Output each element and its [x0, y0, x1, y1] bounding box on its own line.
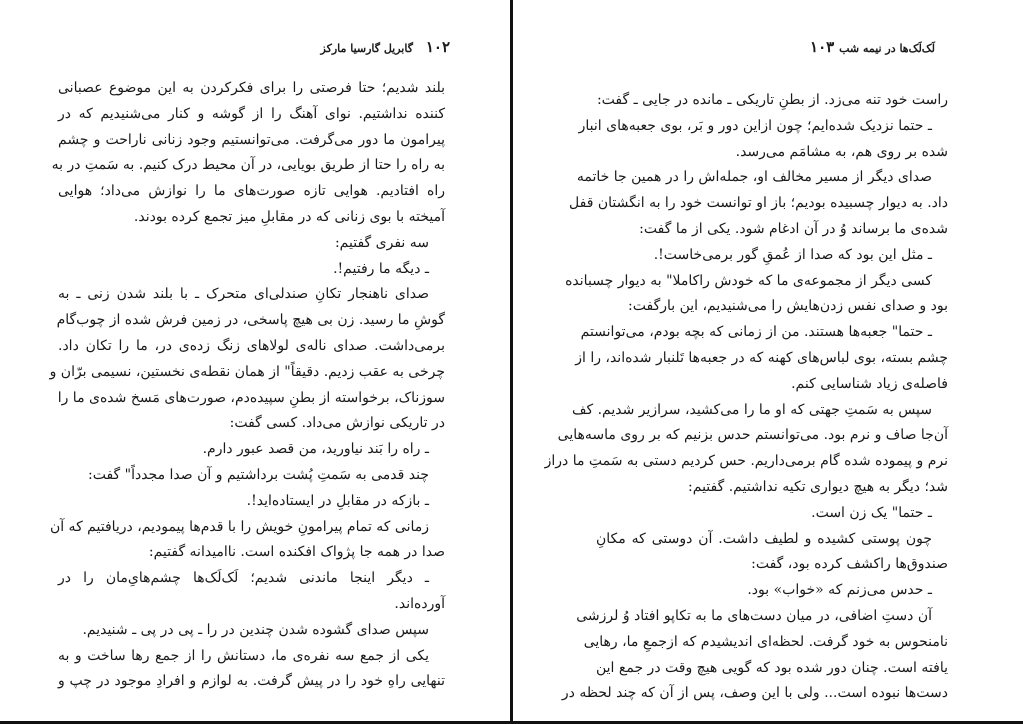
text-line: تنهایی راهِ خود را در پیش گرفت. به لوازم و افرادِ موجود در چپ و: [58, 673, 445, 690]
text-line: برمی‌داشت. صدای ناله‌ی لولاهای زنگ زده‌ی در، ما را تکان داد.: [58, 337, 445, 354]
text-line: ـ حتما" جعبه‌ها هستند. من از زمانی که بچه بودم، می‌توانستم: [580, 324, 932, 341]
text-line: شد؛ دیگر به هیچ دیواری تکیه نداشتیم. گفتیم:: [688, 478, 948, 495]
text-line: سوزناک، برخواسته از بطنِ سپیده‌دم، صورت‌های مَسخ شده‌ی ما را: [57, 389, 445, 406]
text-line: ـ دیگر اینجا ماندنی شدیم؛ لَک‌لَک‌ها چشم‌هایِ‌مان را در: [58, 570, 429, 587]
text-line: فاصله‌ی زیاد شناسایی کنم.: [791, 375, 948, 392]
text-line: ـ بازکه در مقابلِ در ایستاده‌اید!.: [246, 492, 429, 509]
right-page: [513, 0, 1023, 724]
text-line: صدا در همه جا پژواک افکنده است. ناامیدانه گفتیم:: [148, 544, 445, 561]
text-line: بود و صدای نفس زدن‌هایش را می‌شنیدیم، این بارگفت:: [628, 298, 948, 315]
text-line: صندوق‌ها راکشف کرده بود، گفت:: [751, 556, 948, 573]
text-line: گوشِ ما رسید. زن بی هیچ پاسخی، در زمین فرش شده از چوب‌گام: [56, 312, 445, 329]
text-line: چشم بسته، بوی لباس‌های کهنه که در جعبه‌ها تَلنبار شده‌اند، را از: [575, 349, 948, 366]
text-line: داد. به دیوار چسبیده بودیم؛ باز او توانست خود را به انگشتان قفل: [569, 195, 948, 212]
text-line: سپس صدای گشوده شدن چندین در را ـ پی در پی ـ شنیدیم.: [82, 621, 429, 638]
text-line: چند قدمی به سَمتِ پُشت برداشتیم و آن صدا مجدداً" گفت:: [87, 466, 429, 483]
left-page-body: [49, 76, 445, 695]
text-line: ـ حتما" یک زن است.: [811, 504, 932, 521]
left-page: [0, 0, 510, 724]
text-line: شده بر روی هم، به مشامَم می‌رسد.: [735, 143, 948, 160]
text-line: ـ راه را بَند نیاورید، من قصد عبور دارم.: [202, 441, 429, 458]
text-line: نرم و پیموده شده گام برمی‌داریم. حس کردیم دستی به سَمتِ ما دراز: [544, 453, 948, 470]
text-line: صدای دیگر از مسیر مخالف او، جمله‌اش را در همین جا خاتمه: [576, 169, 932, 186]
text-line: آورده‌اند.: [394, 595, 445, 612]
text-line: دست‌ها نبوده است... ولی با این وصف، پس از آن که چند لحظه در: [561, 685, 948, 702]
text-line: یافته است. چنان دور شده بود که گویی هیچ وقت در جمع این: [596, 659, 948, 676]
right-page-header: [588, 38, 943, 58]
right-page-body: [544, 88, 948, 707]
text-line: به راه را حتا از طریق بویایی، در آن محیط درک کنیم. به سَمتِ در به: [51, 157, 445, 174]
running-title: گابریل گارسیا مارکز: [320, 42, 413, 55]
text-line: یکی از جمع سه نفره‌ی ما، دستانش را از جمع رها ساخت و به: [58, 647, 429, 664]
text-line: ـ دیگه ما رفتیم!.: [333, 260, 429, 277]
text-line: کسی دیگر از مجموعه‌ی ما که خودش راکاملا" به دیوار چسبانده: [565, 272, 932, 289]
page-number: ۱۰۳: [810, 38, 835, 56]
text-line: در تاریکی نوازش می‌داد. کسی گفت:: [229, 415, 445, 432]
text-line: چرخی به عقب زدیم. دقیقاً" از همان نقطه‌ی نخستین، نسیمی برّان و: [49, 363, 445, 380]
text-line: ـ حتما نزدیک شده‌ایم؛ چون ازاین دور و بَر، بوی جعبه‌های انبار: [578, 117, 932, 134]
text-line: زمانی که تمام پیرامونِ خویش را با قدم‌ها پیمودیم، دریافتیم که آن: [49, 518, 429, 535]
text-line: سپس به سَمتِ جهتی که او ما را می‌کشید، سرازیر شدیم. کف: [571, 401, 932, 418]
text-line: ـ مثل این بود که صدا از عُمقِ گور برمی‌خاست!.: [653, 246, 932, 263]
text-line: نامنحوس به خود گرفت. لحظه‌ای اندیشیدم که ازجمعِ ما، رهایی: [583, 633, 948, 650]
page-number: ۱۰۲: [425, 38, 450, 56]
text-line: راه افتادیم. هوایی تازه صورت‌های ما را نوازش می‌داد؛ هوایی: [58, 183, 445, 200]
text-line: ـ حدس می‌زنم که «خواب» بود.: [747, 582, 932, 599]
left-page-header: [60, 38, 450, 58]
text-line: سه نفری گفتیم:: [334, 234, 429, 251]
text-line: کننده نداشتیم. نوای آهنگ را از گوشه و کنار می‌شنیدیم که در: [58, 105, 445, 122]
text-line: چون پوستی کشیده و لطیف داشت. آن دوستی که مکانِ: [596, 530, 932, 547]
text-line: آمیخته با بوی زنانی که در مقابلِ میز تجمع کرده بودند.: [133, 208, 445, 225]
text-line: شده‌ی ما برساند وُ در آن ادغام شود. یکی از ما گفت:: [639, 220, 948, 237]
text-line: پیرامون ما دور می‌گرفت. می‌توانستیم وجود زنانی ناراحت و چشم: [58, 131, 445, 148]
text-line: راست خود تنه می‌زد. از بطنِ تاریکی ـ مانده در جایی ـ گفت:: [596, 92, 948, 108]
text-line: آن‌جا صاف و نرم بود. می‌توانستم حدس بزنیم که بر روی ماسه‌هایی: [557, 427, 948, 444]
text-line: آن دستِ اضافی، در میان دست‌های ما به تکاپو افتاد وُ لرزشی: [576, 607, 932, 624]
text-line: بلند شدیم؛ حتا فرصتی را برای فکرکردن به این موضوع عصبانی: [58, 80, 445, 96]
text-line: صدای ناهنجار تکانِ صندلی‌ای متحرک ـ با بلند شدن زنی ـ به: [58, 286, 429, 303]
running-title: لَک‌لَک‌ها در نیمه شب: [839, 42, 935, 55]
